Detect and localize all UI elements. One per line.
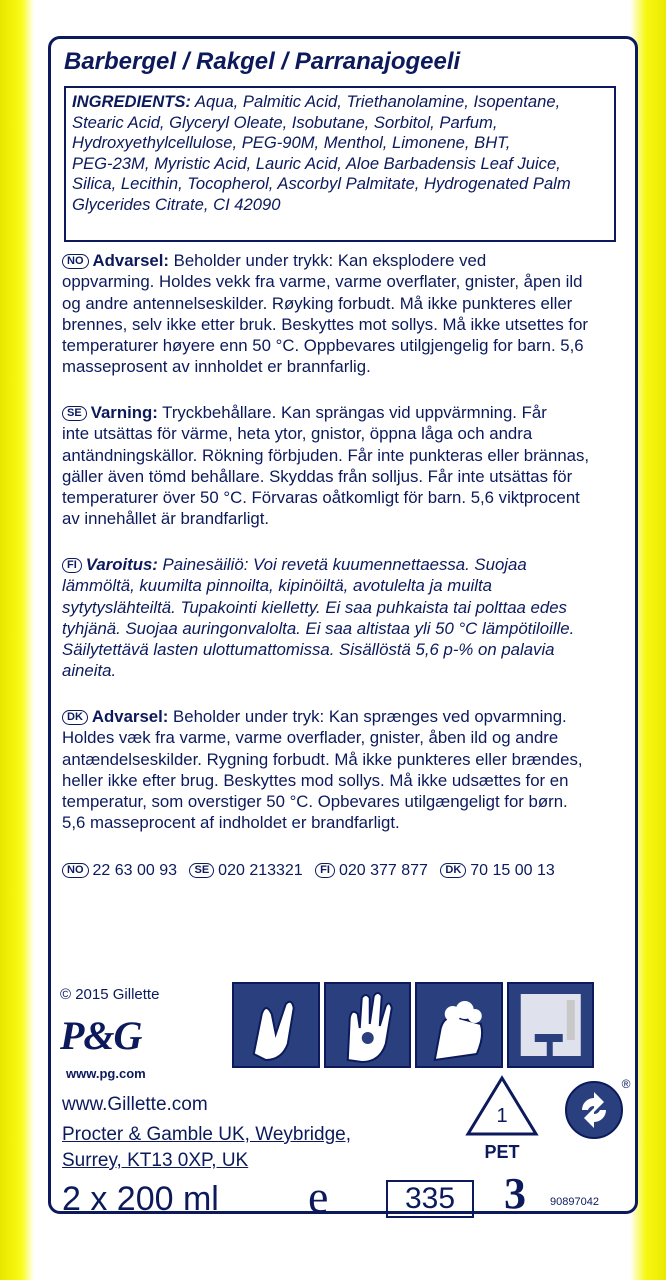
copyright: © 2015 Gillette: [60, 986, 160, 1003]
ingredients-text: [72, 92, 608, 216]
ingredients-box: [64, 86, 616, 242]
usage-pictograms: [232, 982, 594, 1068]
phone-number-fi: 020 377 877: [338, 862, 428, 879]
volume-label: 2 x 200 ml: [62, 1180, 219, 1218]
warning-heading-se: Varning:: [90, 403, 158, 422]
big-number: 3: [504, 1169, 526, 1218]
warning-heading-dk: Advarsel:: [91, 707, 169, 726]
phone-badge-fi: FI: [315, 863, 335, 878]
warning-fi: [62, 554, 622, 682]
box-code: 335: [386, 1180, 474, 1218]
country-badge-se: SE: [62, 406, 87, 421]
green-dot-icon: [564, 1076, 632, 1144]
hands-lather-icon: [232, 982, 320, 1068]
warning-heading-no: Advarsel:: [92, 251, 169, 270]
phone-number-se: 020 213321: [218, 862, 303, 879]
recycle-pet-icon: [462, 1074, 542, 1164]
recycle-material: PET: [484, 1142, 520, 1162]
warning-text-no: Beholder under trykk: Kan eksplodere ved oppvarming. Holdes vekk fra varme, varme overflater, gnister, åpen ild og andre antennelseskilder. Røyking forbudt. Må ikke punkteres eller brennes, selv ikke etter bruk. Beskyttes mot sollys. Må ikke utsettes for temperaturer høyere enn 50 °C. Oppbevares utilgjengelig for barn. 5,6 masseprosent av innholdet er brannfarlig.: [62, 251, 589, 377]
estimated-sign-icon: e: [308, 1171, 329, 1222]
product-code: 90897042: [550, 1196, 599, 1208]
warning-dk: [62, 706, 622, 834]
warning-se: [62, 402, 622, 530]
hand-foam-icon: [415, 982, 503, 1068]
phone-badge-se: SE: [189, 863, 214, 878]
warning-text-fi: Painesäiliö: Voi revetä kuumennettaessa. Suojaa lämmöltä, kuumilta pinnoilta, kipinöiltä, avotulelta ja muilta sytytyslähteiltä. Tupakointi kielletty. Ei saa puhkaista tai polttaa edes tyhjänä. Suojaa auringonvalolta. Ei saa altistaa yli 50 °C lämpötiloille. Säilytettävä lasten ulottumattomissa. Sisällöstä 5,6 p-% on palavia aineita.: [62, 555, 575, 681]
warning-text-dk: Beholder under tryk: Kan sprænges ved opvarmning. Holdes væk fra varme, varme overflader, gnister, åben ild og andre antændelseskilder. Rygning forbudt. Må ikke punkteres eller brændes, heller ikke efter brug. Beskyttes mod sollys. Må ikke udsættes for en temperatur, som overstiger 50 °C. Opbevares utilgængeligt for børn. 5,6 masseprocent af indholdet er brandfarligt.: [62, 707, 583, 833]
recycle-number: 1: [496, 1105, 508, 1127]
product-title: Barbergel / Rakgel / Parranajogeeli: [64, 48, 461, 75]
pg-logo: P&G: [60, 1013, 142, 1058]
pg-url: www.pg.com: [66, 1066, 146, 1081]
warning-text-se: Tryckbehållare. Kan sprängas vid uppvärmning. Får inte utsättas för värme, heta ytor, gnistor, öppna låga och andra antändningskällor. Rökning förbjuden. Får inte punkteras eller brännas, gäller även tömd behållare. Skyddas från solljus. Får inte utsättas för temperaturer över 50 °C. Förvaras oåtkomligt för barn. 5,6 viktprocent av innehållet är brandfarligt.: [62, 403, 590, 529]
country-badge-no: NO: [62, 254, 89, 269]
razor-icon: [507, 982, 595, 1068]
gillette-site[interactable]: www.Gillette.com: [62, 1094, 208, 1115]
country-badge-dk: DK: [62, 710, 88, 725]
hand-gel-icon: [324, 982, 412, 1068]
phone-number-no: 22 63 00 93: [92, 862, 178, 879]
ingredients-label: INGREDIENTS:: [72, 92, 191, 111]
warning-heading-fi: Varoitus:: [85, 555, 158, 574]
country-badge-fi: FI: [62, 558, 82, 573]
ingredients-list: Aqua, Palmitic Acid, Triethanolamine, Isopentane, Stearic Acid, Glyceryl Oleate, Isobutane, Sorbitol, Parfum, Hydroxyethylcellulose, PEG-90M, Menthol, Limonene, BHT, PEG-23M, Myristic Acid, Lauric Acid, Aloe Barbadensis Leaf Juice, Silica, Lecithin, Tocopherol, Ascorbyl Palmitate, Hydrogenated Palm Glycerides Citrate, CI 42090: [72, 92, 571, 214]
phone-number-dk: 70 15 00 13: [470, 862, 555, 879]
registered-mark: ®: [621, 1077, 631, 1091]
warning-no: [62, 250, 622, 378]
manufacturer-address: Procter & Gamble UK, Weybridge, Surrey, KT13 0XP, UK: [62, 1124, 351, 1171]
phone-badge-dk: DK: [440, 863, 466, 878]
phone-numbers: [62, 862, 622, 880]
phone-badge-no: NO: [62, 863, 89, 878]
